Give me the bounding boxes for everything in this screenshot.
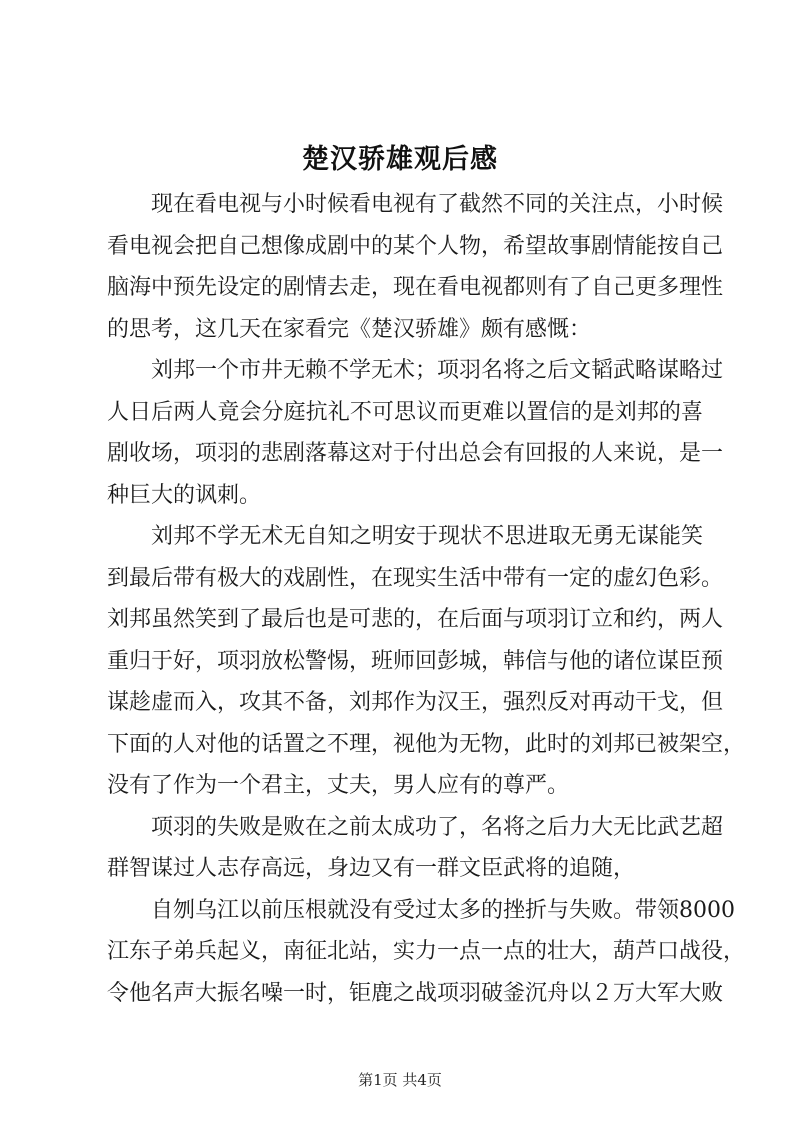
paragraph-1-line-2: 看电视会把自己想像成剧中的某个人物，希望故事剧情能按自己	[107, 233, 724, 259]
document-title: 楚汉骄雄观后感	[302, 144, 498, 175]
paragraph-2-line-1: 刘邦一个市井无赖不学无术；项羽名将之后文韬武略谋略过	[151, 358, 724, 383]
paragraph-3-line-5: 谋趁虚而入，攻其不备，刘邦作为汉王，强烈反对再动干戈，但	[107, 690, 724, 715]
paragraph-3-line-7: 没有了作为一个君主，丈夫，男人应有的尊严。	[107, 773, 570, 798]
paragraph-4-line-2: 群智谋过人志存高远，身边又有一群文臣武将的追随，	[107, 856, 636, 881]
paragraph-1-line-4: 的思考，这几天在家看完《楚汉骄雄》颇有感慨：	[107, 316, 592, 342]
paragraph-3-line-1: 刘邦不学无术无自知之明安于现状不思进取无勇无谋能笑	[151, 524, 703, 549]
paragraph-2-line-4: 种巨大的讽刺。	[107, 482, 262, 508]
paragraph-3-line-4: 重归于好，项羽放松警惕，班师回彭城，韩信与他的诸位谋臣预	[107, 648, 724, 674]
paragraph-5-line-1: 自刎乌江以前压根就没有受过太多的挫折与失败。带领8000	[151, 897, 735, 923]
paragraph-5-line-3: 令他名声大振名噪一时，钜鹿之战项羽破釜沉舟以２万大军大败	[107, 980, 724, 1006]
page-footer: 第1页 共4页	[358, 1071, 442, 1089]
paragraph-3-line-6: 下面的人对他的话置之不理，视他为无物，此时的刘邦已被架空，	[107, 731, 746, 757]
paragraph-2-line-2: 人日后两人竟会分庭抗礼不可思议而更难以置信的是刘邦的喜	[107, 399, 703, 425]
paragraph-1-line-3: 脑海中预先设定的剧情去走，现在看电视都则有了自己更多理性	[107, 275, 724, 300]
paragraph-3-line-2: 到最后带有极大的戏剧性，在现实生活中带有一定的虚幻色彩。	[107, 565, 724, 591]
paragraph-1-line-1: 现在看电视与小时候看电视有了截然不同的关注点，小时候	[151, 192, 724, 217]
paragraph-5-line-2: 江东子弟兵起义，南征北站，实力一点一点的壮大，葫芦口战役，	[107, 939, 746, 964]
paragraph-4-line-1: 项羽的失败是败在之前太成功了，名将之后力大无比武艺超	[151, 814, 724, 840]
document-body	[107, 184, 746, 1014]
paragraph-2-line-3: 剧收场，项羽的悲剧落幕这对于付出总会有回报的人来说，是一	[107, 441, 724, 466]
paragraph-3-line-3: 刘邦虽然笑到了最后也是可悲的，在后面与项羽订立和约，两人	[107, 607, 724, 632]
